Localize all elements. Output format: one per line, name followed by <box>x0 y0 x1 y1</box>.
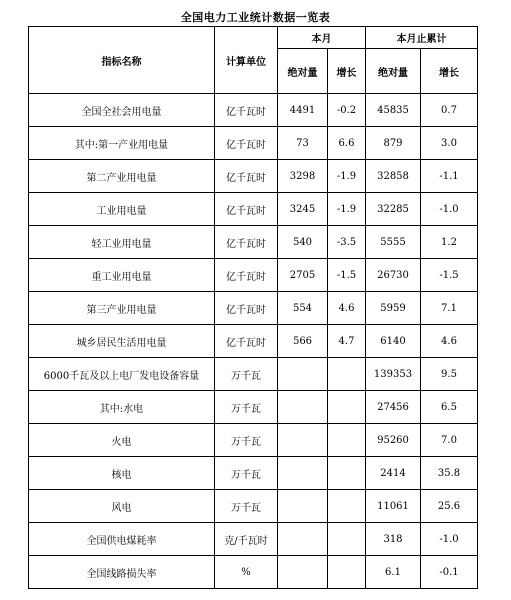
table-row <box>29 490 478 523</box>
cumulative-absolute-cell: 5959 <box>366 292 421 325</box>
cumulative-growth-cell: 1.2 <box>421 226 478 259</box>
cumulative-absolute-cell: 32858 <box>366 160 421 193</box>
month-absolute-cell <box>278 490 328 523</box>
header-this-month: 本月 <box>278 27 366 49</box>
cumulative-absolute-cell: 45835 <box>366 94 421 127</box>
table-row <box>29 523 478 556</box>
indicator-cell: 全国线路损失率 <box>29 556 215 589</box>
indicator-cell: 其中:第一产业用电量 <box>29 127 215 160</box>
unit-cell: 克/千瓦时 <box>215 523 278 556</box>
header-cumulative-absolute: 绝对量 <box>366 49 421 94</box>
month-absolute-cell: 73 <box>278 127 328 160</box>
month-absolute-cell <box>278 556 328 589</box>
month-absolute-cell <box>278 424 328 457</box>
indicator-cell: 第三产业用电量 <box>29 292 215 325</box>
unit-cell: 亿千瓦时 <box>215 127 278 160</box>
month-growth-cell <box>328 490 366 523</box>
stats-table <box>28 26 478 589</box>
unit-cell: 亿千瓦时 <box>215 325 278 358</box>
table-row <box>29 259 478 292</box>
table-row <box>29 556 478 589</box>
indicator-cell: 其中:水电 <box>29 391 215 424</box>
header-month-absolute: 绝对量 <box>278 49 328 94</box>
cumulative-growth-cell: 7.1 <box>421 292 478 325</box>
table-row <box>29 457 478 490</box>
unit-cell: 万千瓦 <box>215 358 278 391</box>
cumulative-absolute-cell: 32285 <box>366 193 421 226</box>
table-row <box>29 94 478 127</box>
cumulative-growth-cell: -1.5 <box>421 259 478 292</box>
month-absolute-cell <box>278 457 328 490</box>
month-growth-cell: -3.5 <box>328 226 366 259</box>
cumulative-growth-cell: -1.1 <box>421 160 478 193</box>
indicator-cell: 全国全社会用电量 <box>29 94 215 127</box>
month-absolute-cell: 3245 <box>278 193 328 226</box>
cumulative-absolute-cell: 318 <box>366 523 421 556</box>
cumulative-absolute-cell: 27456 <box>366 391 421 424</box>
unit-cell: 亿千瓦时 <box>215 292 278 325</box>
month-growth-cell <box>328 391 366 424</box>
cumulative-absolute-cell: 139353 <box>366 358 421 391</box>
cumulative-absolute-cell: 6.1 <box>366 556 421 589</box>
indicator-cell: 第二产业用电量 <box>29 160 215 193</box>
table-row <box>29 292 478 325</box>
month-growth-cell: 4.7 <box>328 325 366 358</box>
header-cumulative: 本月止累计 <box>366 27 478 49</box>
header-unit: 计算单位 <box>215 27 278 94</box>
cumulative-growth-cell: 6.5 <box>421 391 478 424</box>
cumulative-absolute-cell: 6140 <box>366 325 421 358</box>
month-absolute-cell: 540 <box>278 226 328 259</box>
indicator-cell: 风电 <box>29 490 215 523</box>
month-absolute-cell: 554 <box>278 292 328 325</box>
header-indicator: 指标名称 <box>29 27 215 94</box>
header-month-growth: 增长 <box>328 49 366 94</box>
month-growth-cell: -1.5 <box>328 259 366 292</box>
indicator-cell: 火电 <box>29 424 215 457</box>
cumulative-growth-cell: -1.0 <box>421 193 478 226</box>
indicator-cell: 核电 <box>29 457 215 490</box>
indicator-cell: 轻工业用电量 <box>29 226 215 259</box>
cumulative-growth-cell: 3.0 <box>421 127 478 160</box>
unit-cell: 亿千瓦时 <box>215 226 278 259</box>
table-row <box>29 325 478 358</box>
month-growth-cell <box>328 424 366 457</box>
cumulative-absolute-cell: 11061 <box>366 490 421 523</box>
cumulative-growth-cell: -1.0 <box>421 523 478 556</box>
indicator-cell: 重工业用电量 <box>29 259 215 292</box>
unit-cell: 亿千瓦时 <box>215 160 278 193</box>
month-absolute-cell: 2705 <box>278 259 328 292</box>
unit-cell: 万千瓦 <box>215 490 278 523</box>
unit-cell: 亿千瓦时 <box>215 193 278 226</box>
cumulative-absolute-cell: 879 <box>366 127 421 160</box>
month-growth-cell <box>328 556 366 589</box>
cumulative-absolute-cell: 2414 <box>366 457 421 490</box>
month-growth-cell: -1.9 <box>328 160 366 193</box>
cumulative-growth-cell: 25.6 <box>421 490 478 523</box>
month-growth-cell: -1.9 <box>328 193 366 226</box>
unit-cell: 万千瓦 <box>215 457 278 490</box>
table-row <box>29 358 478 391</box>
table-row <box>29 424 478 457</box>
indicator-cell: 城乡居民生活用电量 <box>29 325 215 358</box>
unit-cell: 万千瓦 <box>215 391 278 424</box>
month-absolute-cell: 4491 <box>278 94 328 127</box>
month-absolute-cell <box>278 358 328 391</box>
month-absolute-cell: 566 <box>278 325 328 358</box>
table-row <box>29 391 478 424</box>
cumulative-absolute-cell: 5555 <box>366 226 421 259</box>
indicator-cell: 工业用电量 <box>29 193 215 226</box>
month-absolute-cell <box>278 391 328 424</box>
month-growth-cell: -0.2 <box>328 94 366 127</box>
cumulative-growth-cell: 9.5 <box>421 358 478 391</box>
header-cumulative-growth: 增长 <box>421 49 478 94</box>
cumulative-growth-cell: 0.7 <box>421 94 478 127</box>
unit-cell: 亿千瓦时 <box>215 259 278 292</box>
cumulative-growth-cell: 4.6 <box>421 325 478 358</box>
indicator-cell: 6000千瓦及以上电厂发电设备容量 <box>29 358 215 391</box>
cumulative-absolute-cell: 26730 <box>366 259 421 292</box>
table-row <box>29 193 478 226</box>
table-row <box>29 127 478 160</box>
page-title: 全国电力工业统计数据一览表 <box>180 11 331 24</box>
month-growth-cell <box>328 457 366 490</box>
month-growth-cell <box>328 358 366 391</box>
table-row <box>29 160 478 193</box>
cumulative-growth-cell: 35.8 <box>421 457 478 490</box>
month-absolute-cell <box>278 523 328 556</box>
cumulative-growth-cell: -0.1 <box>421 556 478 589</box>
unit-cell: 万千瓦 <box>215 424 278 457</box>
month-growth-cell: 6.6 <box>328 127 366 160</box>
month-growth-cell <box>328 523 366 556</box>
indicator-cell: 全国供电煤耗率 <box>29 523 215 556</box>
unit-cell: 亿千瓦时 <box>215 94 278 127</box>
month-growth-cell: 4.6 <box>328 292 366 325</box>
month-absolute-cell: 3298 <box>278 160 328 193</box>
unit-cell: % <box>215 556 278 589</box>
cumulative-growth-cell: 7.0 <box>421 424 478 457</box>
cumulative-absolute-cell: 95260 <box>366 424 421 457</box>
table-row <box>29 226 478 259</box>
